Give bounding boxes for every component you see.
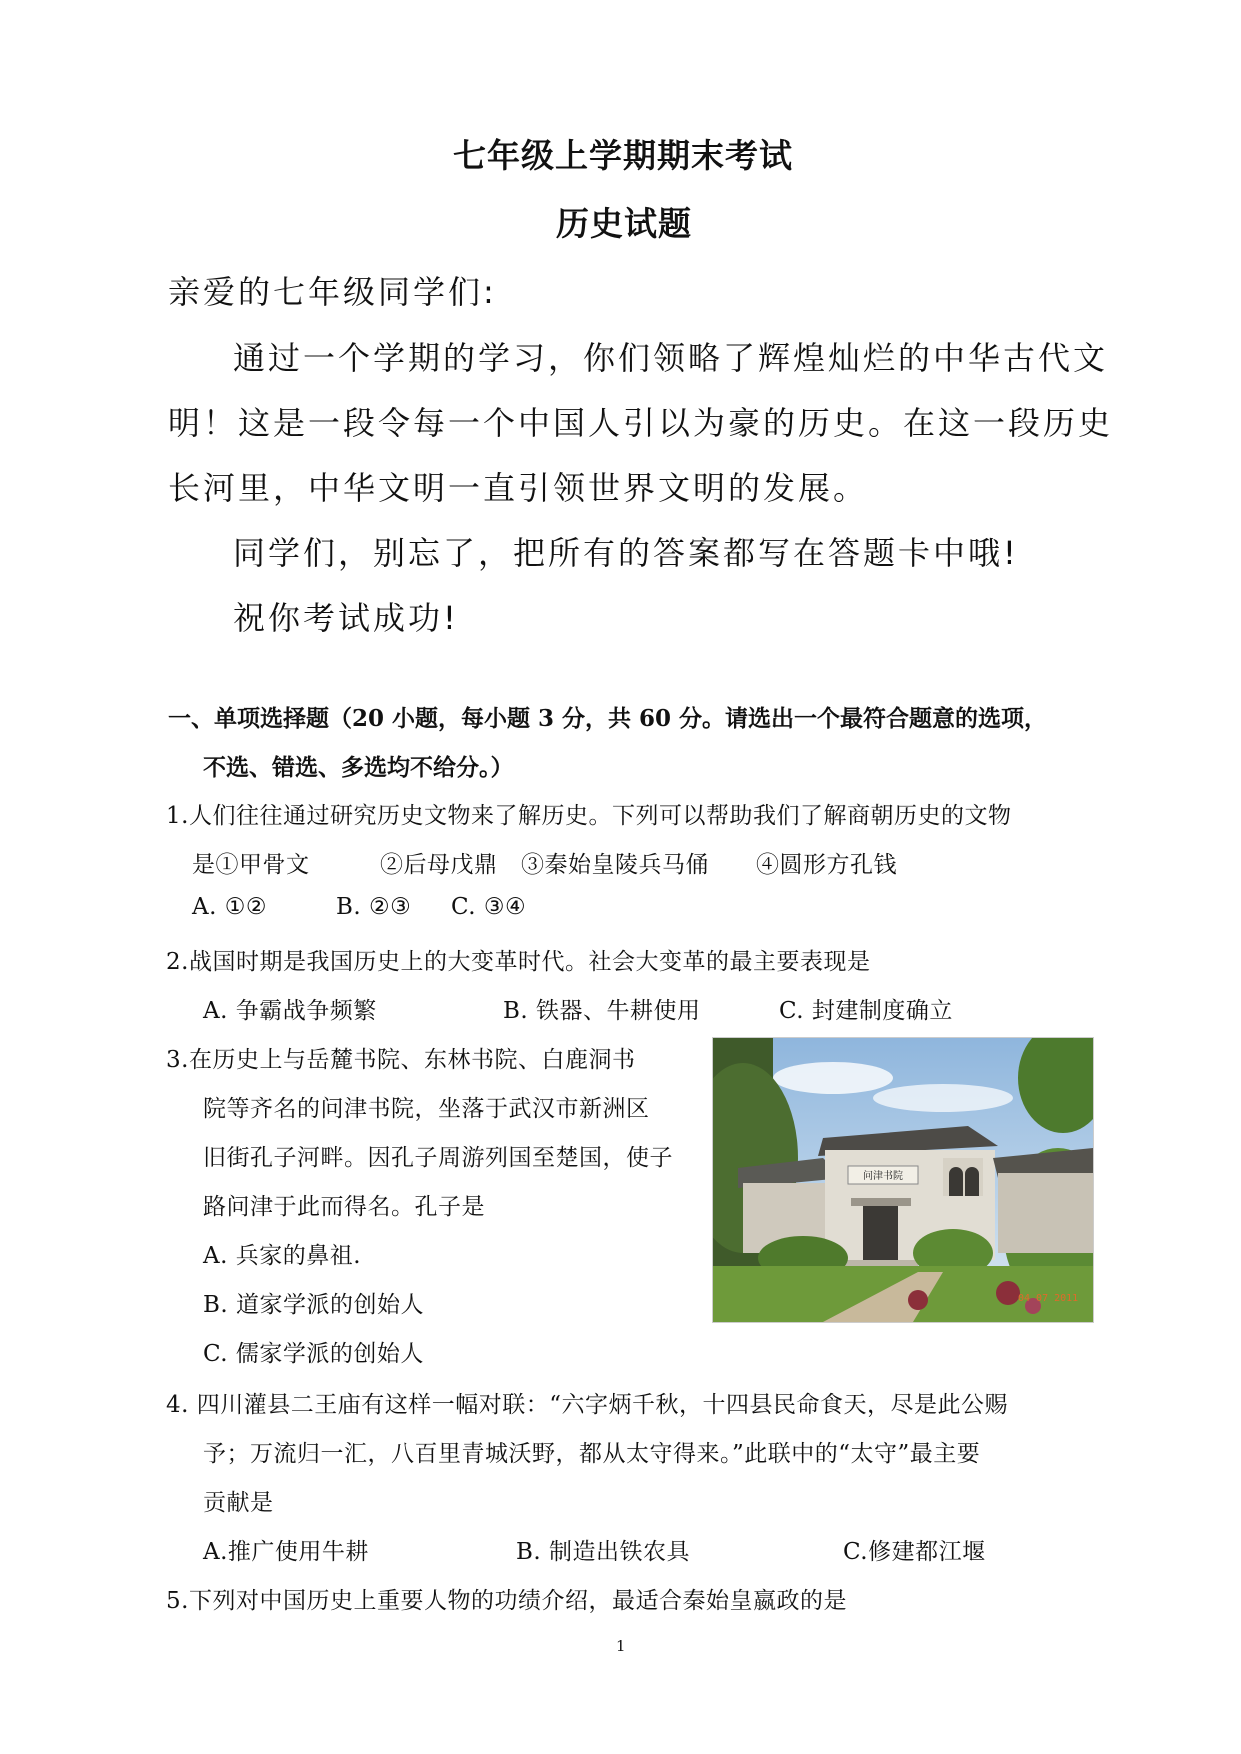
question-3-option-c: C. 儒家学派的创始人: [203, 1341, 424, 1367]
section-heading: 一、单项选择题（20 小题，每小题 3 分，共 60 分。请选出一个最符合题意的选项，: [168, 705, 1048, 732]
academy-sign: 问津书院: [863, 1171, 903, 1182]
intro-reminder: 同学们，别忘了，把所有的答案都写在答题卡中哦!: [233, 534, 1019, 572]
photo-date-stamp: 04 07 2011: [1018, 1293, 1079, 1304]
question-4-stem: 4. 四川灌县二王庙有这样一幅对联：“六字炳千秋，十四县民命食天，尽是此公赐: [166, 1392, 1009, 1418]
intro-wish: 祝你考试成功!: [233, 599, 459, 637]
question-4-option-c: C.修建都江堰: [843, 1539, 986, 1565]
greeting: 亲爱的七年级同学们:: [168, 273, 497, 311]
question-3-stem: 旧街孔子河畔。因孔子周游列国至楚国，使子: [203, 1145, 673, 1171]
question-4-stem: 予；万流归一汇，八百里青城沃野，都从太守得来。”此联中的“太守”最主要: [203, 1441, 981, 1467]
question-2-stem: 2.战国时期是我国历史上的大变革时代。社会大变革的最主要表现是: [166, 949, 871, 975]
question-2-option-a: A. 争霸战争频繁: [203, 998, 377, 1024]
intro-paragraph-line: 长河里，中华文明一直引领世界文明的发展。: [168, 469, 869, 507]
intro-paragraph-line: 通过一个学期的学习，你们领略了辉煌灿烂的中华古代文: [233, 339, 1109, 377]
wenjin-academy-photo: [712, 1037, 1094, 1323]
question-2-option-c: C. 封建制度确立: [779, 998, 953, 1024]
question-3-stem: 3.在历史上与岳麓书院、东林书院、白鹿洞书: [166, 1047, 636, 1073]
intro-paragraph-line: 明！这是一段令每一个中国人引以为豪的历史。在这一段历史: [168, 404, 1114, 442]
exam-subtitle: 历史试题: [556, 204, 692, 243]
section-heading: 不选、错选、多选均不给分。）: [203, 754, 514, 781]
question-1-option-a: A. ①②: [192, 894, 267, 920]
question-1-option-b: B. ②③: [336, 894, 412, 920]
question-1-stem: 是①甲骨文 ②后母戊鼎 ③秦始皇陵兵马俑 ④圆形方孔钱: [192, 852, 897, 878]
exam-title: 七年级上学期期末考试: [453, 136, 793, 175]
question-2-option-b: B. 铁器、牛耕使用: [503, 998, 701, 1024]
page-number: 1: [616, 1637, 626, 1655]
question-1-stem: 1.人们往往通过研究历史文物来了解历史。下列可以帮助我们了解商朝历史的文物: [166, 803, 1012, 829]
question-3-option-b: B. 道家学派的创始人: [203, 1292, 425, 1318]
question-3-stem: 路问津于此而得名。孔子是: [203, 1194, 485, 1220]
question-1-option-c: C. ③④: [451, 894, 527, 920]
question-3-option-a: A. 兵家的鼻祖.: [203, 1243, 362, 1269]
question-5-stem: 5.下列对中国历史上重要人物的功绩介绍，最适合秦始皇嬴政的是: [166, 1588, 847, 1614]
question-3-stem: 院等齐名的问津书院，坐落于武汉市新洲区: [203, 1096, 650, 1122]
question-4-option-a: A.推广使用牛耕: [203, 1539, 369, 1565]
question-4-stem: 贡献是: [203, 1490, 274, 1516]
question-4-option-b: B. 制造出铁农具: [516, 1539, 691, 1565]
